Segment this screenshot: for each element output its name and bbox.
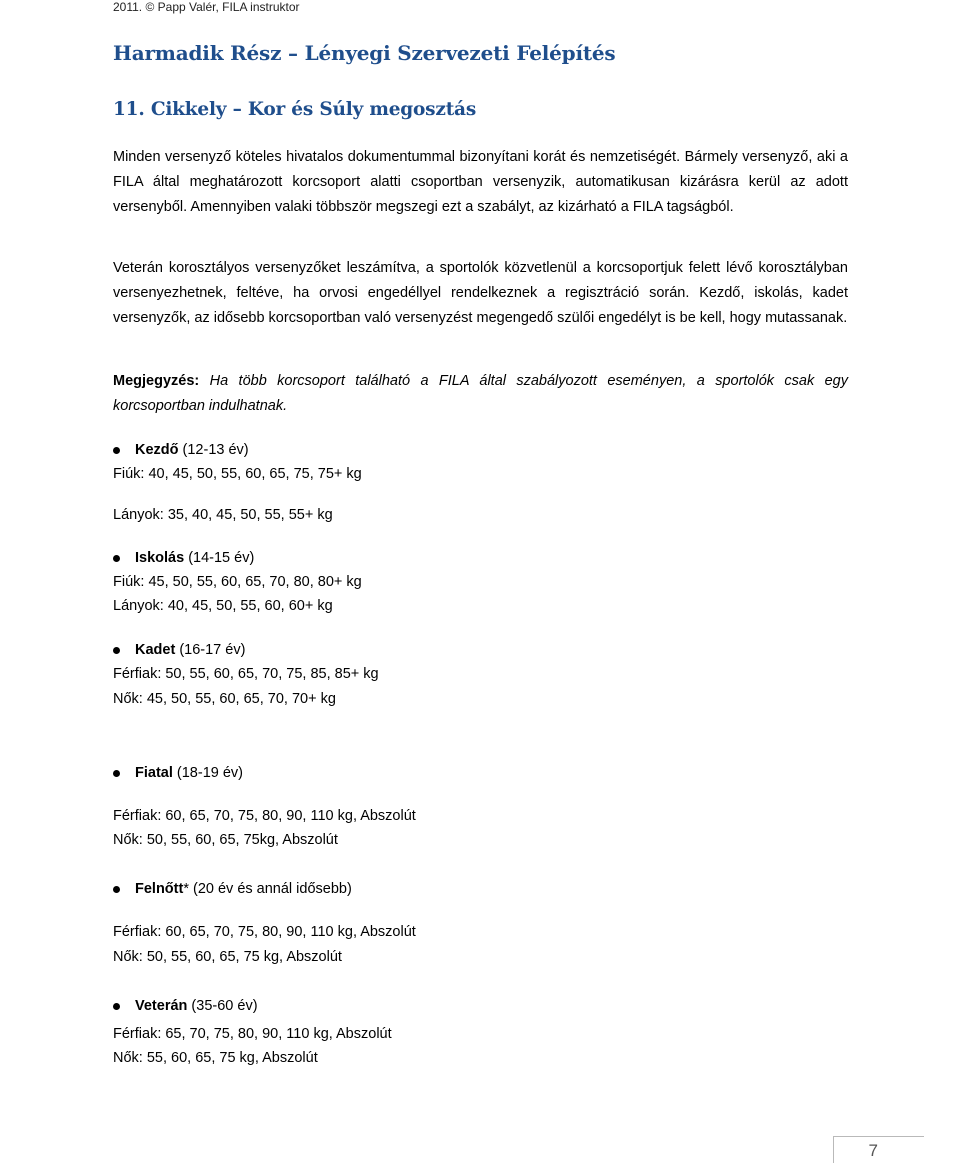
bullet-icon — [113, 447, 120, 454]
weight-line-women: Nők: 50, 55, 60, 65, 75kg, Abszolút — [113, 832, 338, 848]
weight-line-boys: Fiúk: 45, 50, 55, 60, 65, 70, 80, 80+ kg — [113, 574, 362, 590]
weight-line-women: Nők: 55, 60, 65, 75 kg, Abszolút — [113, 1050, 318, 1066]
category-name: Kadet — [135, 642, 176, 658]
weight-line-girls: Lányok: 35, 40, 45, 50, 55, 55+ kg — [113, 507, 333, 523]
page-number: 7 — [868, 1141, 878, 1160]
weight-line-women: Nők: 50, 55, 60, 65, 75 kg, Abszolút — [113, 949, 342, 965]
bullet-icon — [113, 555, 120, 562]
article-title: 11. Cikkely – Kor és Súly megosztás — [113, 99, 477, 120]
category-name: Veterán — [135, 998, 188, 1014]
note-paragraph — [113, 369, 848, 419]
category-range: (12-13 év) — [178, 442, 249, 458]
note-text: Ha több korcsoport található a FILA által szabályozott eseményen, a sportolók csak egy korcsoportban indulhatnak. — [113, 373, 848, 414]
bullet-icon — [113, 886, 120, 893]
category-name: Fiatal — [135, 765, 173, 781]
category-range: (18-19 év) — [172, 765, 243, 781]
weight-line-girls: Lányok: 40, 45, 50, 55, 60, 60+ kg — [113, 598, 333, 614]
page-number-box — [833, 1136, 924, 1163]
category-range: (16-17 év) — [175, 642, 246, 658]
weight-line-men: Férfiak: 60, 65, 70, 75, 80, 90, 110 kg, Abszolút — [113, 924, 416, 940]
page-header: 2011. © Papp Valér, FILA instruktor — [113, 0, 300, 14]
category-range: (14-15 év) — [184, 550, 255, 566]
weight-line-men: Férfiak: 65, 70, 75, 80, 90, 110 kg, Abszolút — [113, 1026, 392, 1042]
note-label: Megjegyzés: — [113, 373, 200, 389]
category-range: * (20 év és annál idősebb) — [183, 881, 352, 897]
bullet-icon — [113, 770, 120, 777]
paragraph-age-groups: Veterán korosztályos versenyzőket leszámítva, a sportolók közvetlenül a korcsoportjuk felett lévő korosztályban versenyezhetnek, feltéve, ha orvosi engedéllyel rendelkeznek a regisztráció során. Kezdő, iskolás, kadet versenyzők, az idősebb korcsoportban való versenyzést megengedő szülői engedélyt is be kell, hogy mutassanak. — [113, 260, 848, 326]
category-name: Felnőtt — [135, 881, 184, 897]
category-name: Iskolás — [135, 550, 185, 566]
bullet-icon — [113, 647, 120, 654]
weight-line-men: Férfiak: 50, 55, 60, 65, 70, 75, 85, 85+ kg — [113, 666, 379, 682]
section-title: Harmadik Rész – Lényegi Szervezeti Felépítés — [113, 41, 616, 65]
weight-line-boys: Fiúk: 40, 45, 50, 55, 60, 65, 75, 75+ kg — [113, 466, 362, 482]
paragraph-age-proof: Minden versenyző köteles hivatalos dokumentummal bizonyítani korát és nemzetiségét. Bármely versenyző, aki a FILA által meghatározott korcsoport alatti csoportban versenyzik, automatikusan kizárásra kerül az adott versenyből. Amennyiben valaki többször megszegi ezt a szabályt, az kizárható a FILA tagságból. — [113, 149, 848, 215]
category-range: (35-60 év) — [187, 998, 258, 1014]
weight-line-women: Nők: 45, 50, 55, 60, 65, 70, 70+ kg — [113, 691, 336, 707]
category-name: Kezdő — [135, 442, 179, 458]
bullet-icon — [113, 1003, 120, 1010]
weight-line-men: Férfiak: 60, 65, 70, 75, 80, 90, 110 kg, Abszolút — [113, 808, 416, 824]
